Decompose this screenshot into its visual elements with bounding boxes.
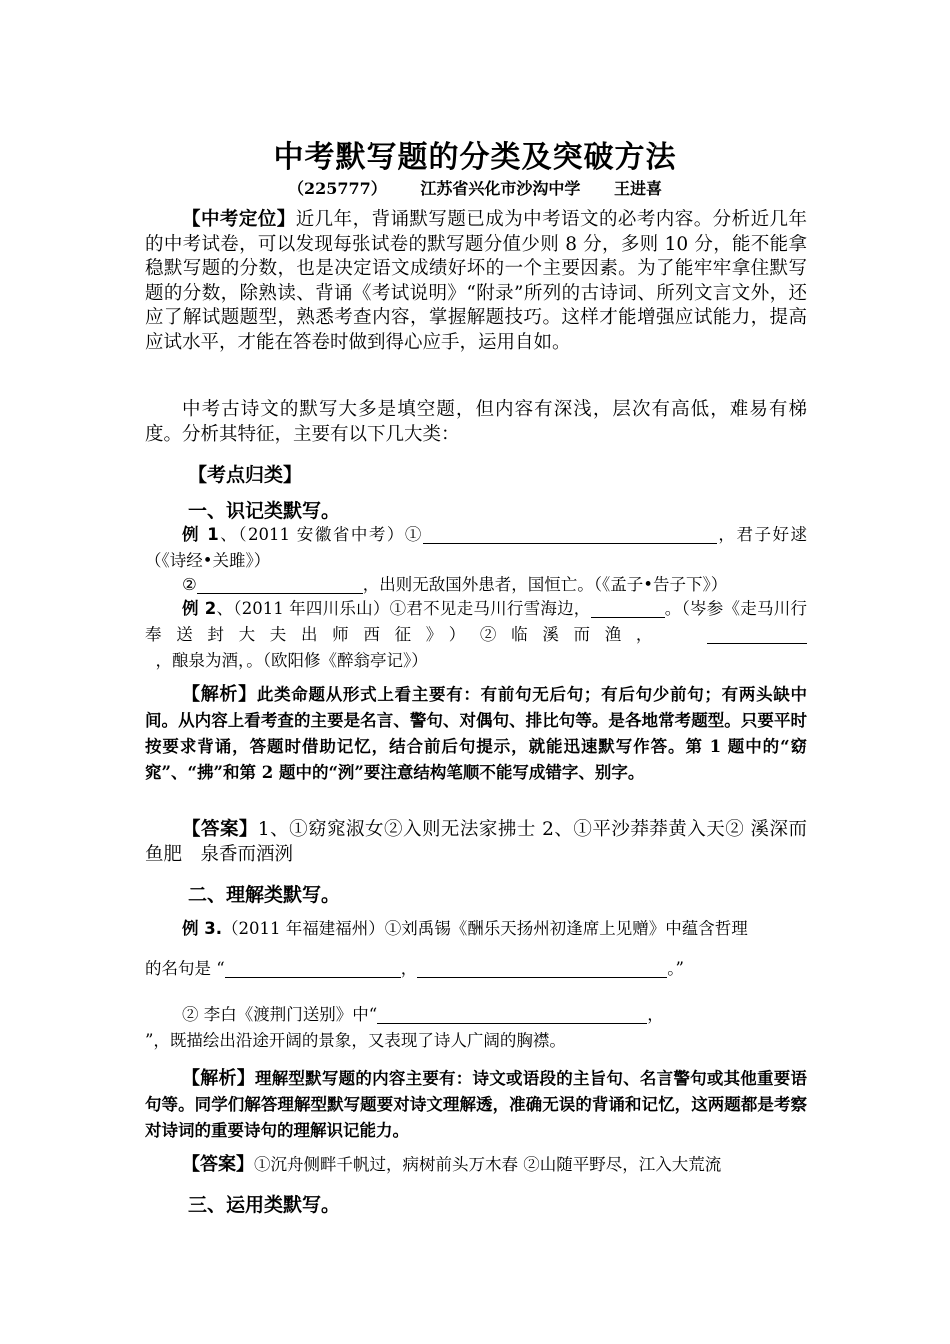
example-1-b-rest: ，出则无敌国外患者，国恒亡。（《孟子•告子下》） [362, 575, 728, 594]
intro-paragraph [145, 208, 807, 355]
example-3-b-sep: ， [400, 959, 418, 978]
intro-tag: 【中考定位】 [182, 209, 296, 230]
section-tag: 【考点归类】 [188, 464, 303, 486]
answer-blank[interactable] [423, 525, 717, 544]
example-3-line-2 [145, 956, 807, 982]
answer-blank[interactable] [197, 575, 363, 594]
document-title: 中考默写题的分类及突破方法 [273, 140, 677, 175]
example-3-b-end: 。” [667, 959, 684, 978]
example-1-rest: ，君子好逑（《诗经•关雎》） [145, 525, 807, 570]
example-3-label: 例 3. [182, 919, 222, 938]
example-3 [145, 916, 807, 942]
example-3-source: （2011 年福建福州）①刘禹锡《酬乐天扬州初逢席上见赠》中蕴含哲理 [222, 919, 748, 938]
answer-blank[interactable] [377, 1005, 647, 1024]
intro-text: 近几年，背诵默写题已成为中考语文的必考内容。分析近几年的中考试卷，可以发现每张试卷的默写题分值少则 8 分，多则 10 分，能不能拿稳默写题的分数，也是决定语文成绩好坏的一个主要因素。为了能牢牢拿住默写题的分数，除熟读、背诵《考试说明》“附录”所列的古诗词、所列文言文外，还应了解试题题型，熟悉考查内容，掌握解题技巧。这样才能增强应试能力，提高应试水平，才能在答卷时做到得心应手，运用自如。 [145, 209, 807, 353]
example-3-c-sep: ， [647, 1005, 664, 1024]
example-1 [145, 522, 807, 574]
analysis-2-text: 理解型默写题的内容主要有：诗文或语段的主旨句、名言警句或其他重要语句等。同学们解答理解型默写题要对诗文理解透，准确无误的背诵和记忆，这两题都是考察对诗词的重要诗句的理解识记能力。 [145, 1069, 808, 1140]
example-2-mid: 。（岑参《走马川行奉送封大夫出师西征》）②临溪而渔， [145, 599, 807, 644]
example-3-c-pre: ② 李白《渡荆门送别》中“ [182, 1005, 378, 1024]
answer-1-text: 1、①窈窕淑女②入则无法家拂士 2、①平沙莽莽黄入天② 溪深而鱼肥 泉香而酒洌 [145, 819, 807, 865]
answer-2 [145, 1152, 807, 1178]
example-2 [145, 596, 807, 674]
answer-blank[interactable] [225, 959, 401, 978]
example-3-part-2 [145, 1002, 807, 1028]
example-3-part-2-line-2: ”，既描绘出沿途开阔的景象，又表现了诗人广阔的胸襟。 [145, 1031, 566, 1050]
example-2-label: 例 2 [182, 599, 217, 618]
section-3-heading: 三、运用类默写。 [188, 1194, 341, 1216]
analysis-2 [145, 1066, 807, 1144]
analysis-tag: 【解析】 [182, 1068, 255, 1089]
postal-code: （225777） [288, 179, 387, 198]
answer-tag: 【答案】 [182, 1154, 254, 1175]
answer-2-text: ①沉舟侧畔千帆过，病树前头万木春 ②山随平野尽，江入大荒流 [254, 1155, 722, 1174]
example-2-rest: ，酿泉为酒，。（欧阳修《醉翁亭记》） [155, 651, 428, 670]
example-3-b-pre: 的名句是 “ [145, 959, 225, 978]
example-1-source: 、（2011 安徽省中考）① [218, 525, 423, 544]
analysis-1 [145, 682, 807, 786]
answer-tag: 【答案】 [182, 819, 258, 840]
answer-1 [145, 818, 807, 867]
analysis-tag: 【解析】 [182, 684, 257, 705]
author-line [0, 176, 950, 199]
example-1-part-2 [145, 572, 807, 598]
intro-paragraph-2: 中考古诗文的默写大多是填空题，但内容有深浅，层次有高低，难易有梯度。分析其特征，主要有以下几大类： [145, 399, 807, 445]
answer-blank[interactable] [591, 599, 665, 618]
example-1-label: 例 1 [182, 525, 219, 544]
section-2-heading: 二、理解类默写。 [188, 884, 341, 906]
analysis-1-text: 此类命题从形式上看主要有：有前句无后句；有后句少前句；有两头缺中间。从内容上看考查的主要是名言、警句、对偶句、排比句等。是各地常考题型。只要平时按要求背诵，答题时借助记忆，结合前后句提示，就能迅速默写作答。第 1 题中的“窈窕”、“拂”和第 2 题中的“洌”要注意结构笔顺不能写成错字、别字。 [145, 685, 808, 782]
section-1-heading: 一、识记类默写。 [188, 500, 341, 522]
example-2-source: 、（2011 年四川乐山）①君不见走马川行雪海边， [216, 599, 591, 618]
author-name: 王进喜 [613, 179, 662, 198]
answer-blank[interactable] [417, 959, 667, 978]
example-1-b-num: ② [182, 575, 197, 594]
answer-blank[interactable] [707, 625, 807, 644]
school-name: 江苏省兴化市沙沟中学 [420, 179, 581, 198]
